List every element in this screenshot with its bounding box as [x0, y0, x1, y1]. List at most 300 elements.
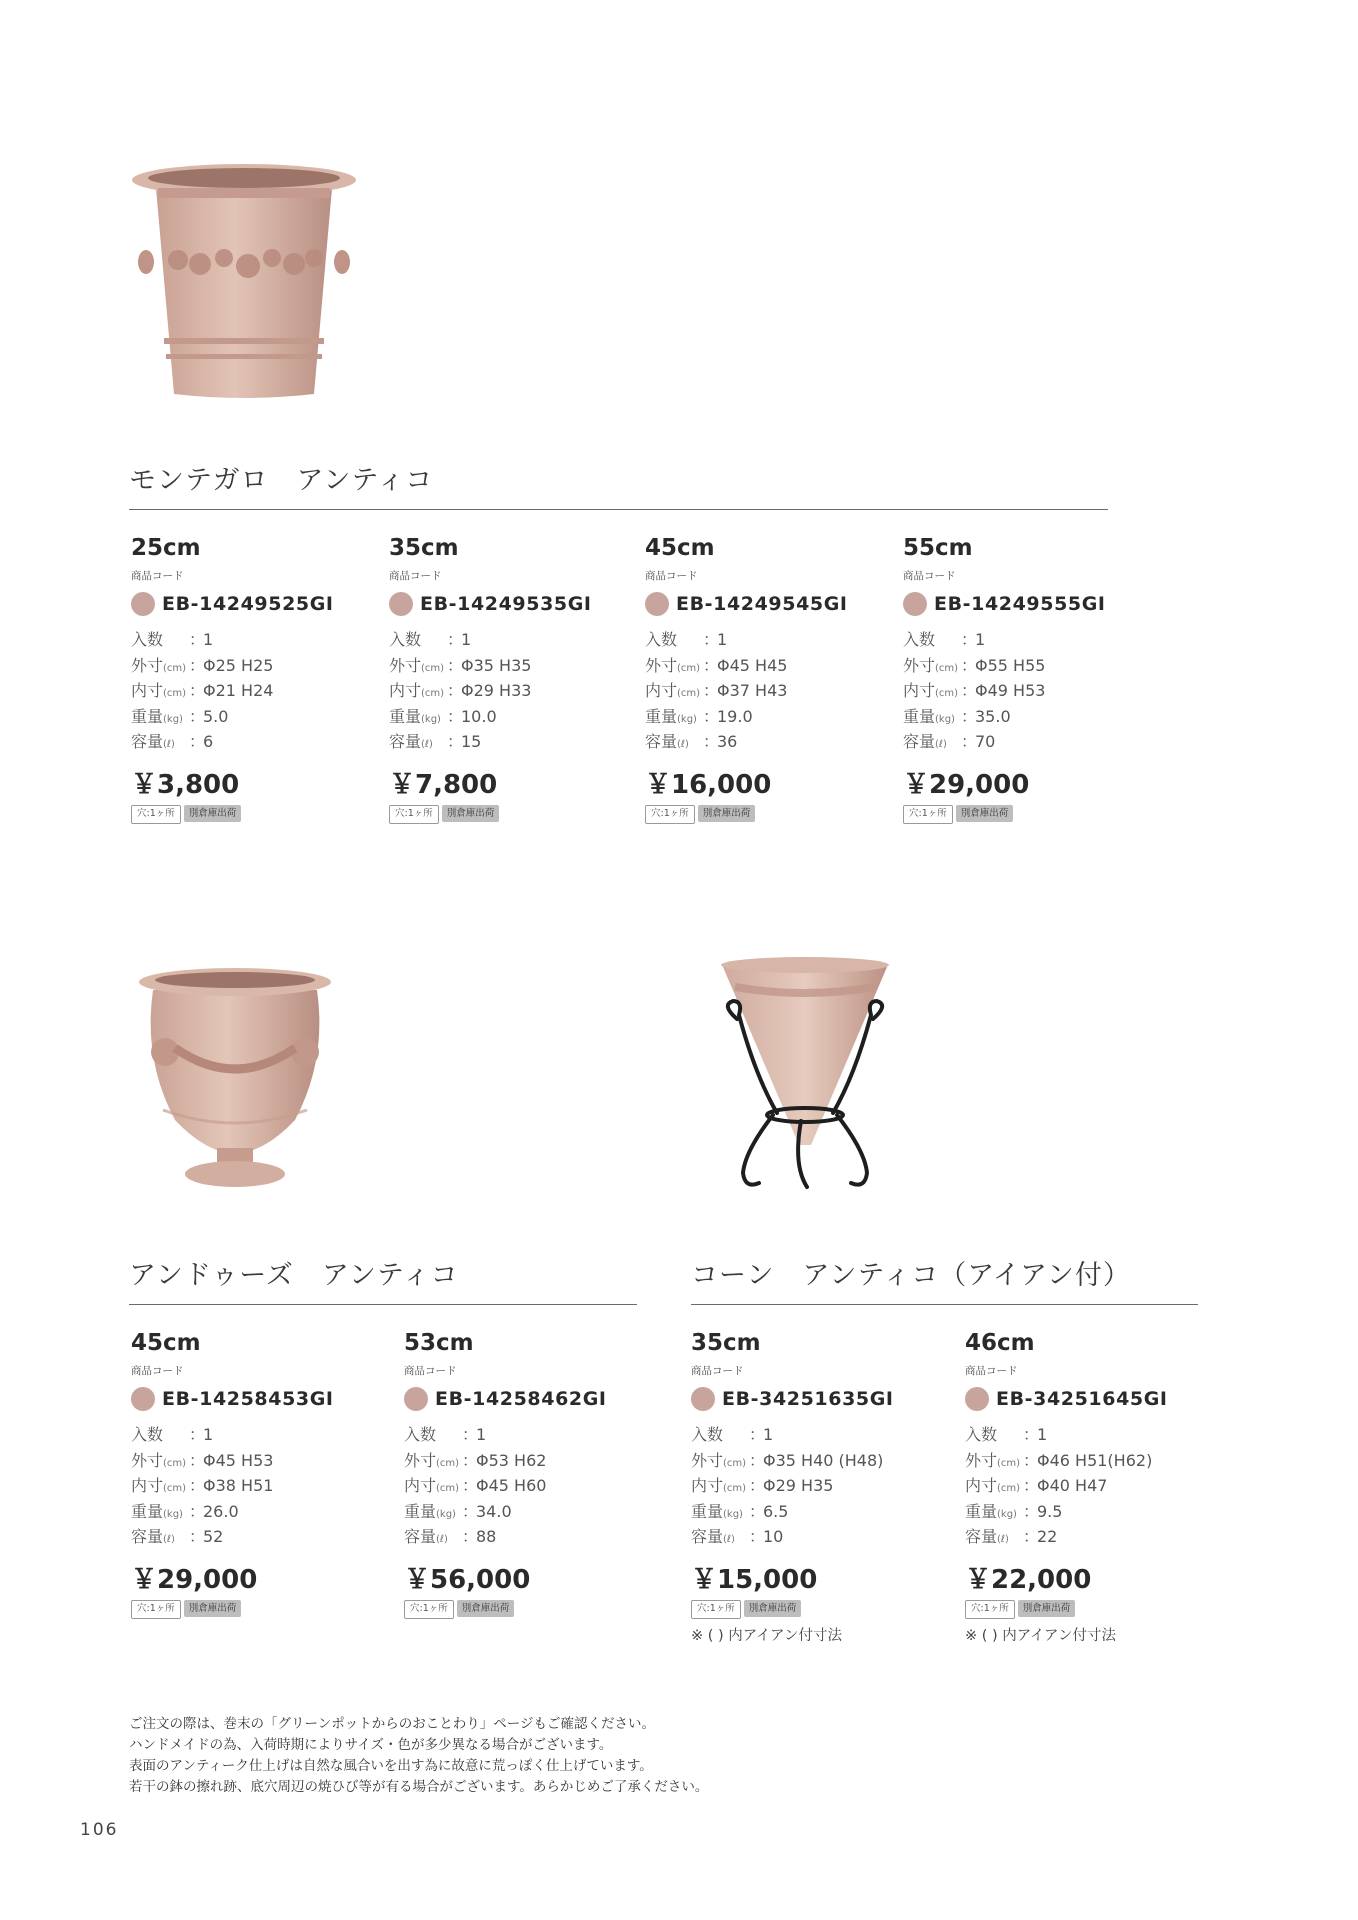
spec-row	[645, 704, 885, 730]
color-swatch-icon	[903, 592, 927, 616]
product-variant	[404, 1328, 644, 1620]
spec-value: Φ37 H43	[717, 681, 788, 700]
spec-row	[903, 704, 1143, 730]
spec-label	[965, 1448, 1023, 1474]
spec-separator: ：	[189, 681, 206, 700]
product-code-row	[965, 1384, 1205, 1414]
spec-value: 35.0	[975, 706, 1011, 726]
product-code: EB-14249555GI	[934, 593, 1106, 615]
spec-name: 容量	[691, 1527, 724, 1546]
spec-row	[691, 1473, 931, 1499]
product-variant	[645, 533, 885, 825]
spec-row	[131, 653, 371, 679]
spec-unit: (ℓ)	[935, 739, 947, 750]
color-swatch-icon	[691, 1387, 715, 1411]
spec-name: 容量	[131, 732, 164, 751]
product-code-label: 商品コード	[691, 1365, 744, 1377]
page-number: 106	[80, 1820, 119, 1840]
spec-unit: (cm)	[436, 1457, 460, 1469]
spec-separator: ：	[703, 630, 720, 649]
hole-count-badge: 穴:1ヶ所	[645, 805, 695, 824]
spec-list	[404, 1422, 644, 1550]
spec-row	[903, 627, 1143, 653]
price: ￥16,000	[645, 769, 772, 800]
spec-row	[903, 678, 1143, 704]
spec-row	[691, 1499, 931, 1525]
spec-label	[131, 627, 189, 653]
dimension-note: ※ ( ) 内アイアン付寸法	[691, 1627, 842, 1644]
spec-row	[389, 627, 629, 653]
spec-unit: (cm)	[723, 1483, 747, 1494]
price: ￥29,000	[131, 1564, 258, 1595]
spec-value: Φ29 H33	[461, 681, 532, 700]
spec-name: 重量	[965, 1501, 998, 1521]
spec-name: 重量	[131, 706, 164, 726]
spec-unit: (cm)	[421, 688, 445, 699]
separate-warehouse-badge: 別倉庫出荷	[1018, 1600, 1076, 1617]
spec-separator: ：	[462, 1476, 479, 1495]
spec-separator: ：	[462, 1501, 479, 1521]
spec-separator: ：	[703, 732, 720, 751]
spec-separator: ：	[1023, 1476, 1040, 1495]
hole-count-badge: 穴:1ヶ所	[404, 1600, 454, 1619]
tag-row	[404, 1600, 644, 1620]
footer-note: ご注文の際は、巻末の「グリーンポットからのおことわり」ページもご確認ください。	[129, 1716, 655, 1732]
series-rule-cone	[691, 1304, 1198, 1305]
price: ￥15,000	[691, 1564, 818, 1595]
product-code-row	[131, 589, 371, 619]
spec-list	[645, 627, 885, 755]
spec-label	[691, 1499, 749, 1525]
size-label: 55cm	[903, 535, 973, 561]
spec-list	[389, 627, 629, 755]
spec-row	[691, 1422, 931, 1448]
price: ￥56,000	[404, 1564, 531, 1595]
spec-label	[645, 704, 703, 730]
spec-label	[903, 678, 961, 704]
spec-label	[389, 678, 447, 704]
spec-name: 入数	[131, 630, 164, 649]
spec-name: 重量	[389, 706, 422, 726]
spec-row	[965, 1473, 1205, 1499]
spec-row	[131, 627, 371, 653]
spec-separator: ：	[749, 1527, 766, 1546]
spec-separator: ：	[189, 1527, 206, 1546]
spec-label	[131, 1448, 189, 1474]
spec-row	[131, 1422, 371, 1448]
spec-label	[965, 1473, 1023, 1499]
spec-value: Φ29 H35	[763, 1476, 834, 1495]
spec-value: Φ45 H60	[476, 1476, 547, 1495]
hole-count-badge: 穴:1ヶ所	[131, 1600, 181, 1619]
spec-name: 重量	[131, 1501, 164, 1521]
montegalo-pot-image	[128, 158, 360, 408]
spec-name: 内寸	[404, 1476, 437, 1495]
spec-name: 容量	[131, 1527, 164, 1546]
spec-row	[645, 653, 885, 679]
spec-value: 34.0	[476, 1501, 512, 1521]
spec-label	[645, 627, 703, 653]
price: ￥3,800	[131, 769, 240, 800]
spec-unit: (kg)	[436, 1508, 456, 1520]
spec-list	[903, 627, 1143, 755]
price: ￥29,000	[903, 769, 1030, 800]
spec-value: Φ40 H47	[1037, 1476, 1108, 1495]
tag-row	[691, 1600, 931, 1620]
spec-row	[645, 678, 885, 704]
tag-row	[131, 805, 371, 825]
hole-count-badge: 穴:1ヶ所	[965, 1600, 1015, 1619]
spec-value: Φ49 H53	[975, 681, 1046, 700]
spec-value: 52	[203, 1527, 224, 1546]
product-code: EB-14258462GI	[435, 1388, 607, 1410]
spec-row	[965, 1422, 1205, 1448]
spec-name: 入数	[131, 1425, 164, 1444]
spec-separator: ：	[447, 655, 464, 675]
spec-name: 重量	[691, 1501, 724, 1521]
spec-unit: (cm)	[677, 688, 701, 699]
spec-value: Φ38 H51	[203, 1476, 274, 1495]
spec-separator: ：	[447, 732, 464, 751]
spec-value: Φ35 H40 (H48)	[763, 1450, 884, 1470]
spec-value: Φ45 H45	[717, 655, 788, 675]
spec-name: 容量	[404, 1527, 437, 1546]
product-code-row	[691, 1384, 931, 1414]
spec-unit: (cm)	[997, 1483, 1021, 1494]
spec-value: 9.5	[1037, 1501, 1063, 1521]
product-code: EB-14249535GI	[420, 593, 592, 615]
spec-unit: (ℓ)	[421, 739, 433, 750]
spec-unit: (kg)	[421, 713, 441, 725]
footer-note: 若干の鉢の擦れ跡、底穴周辺の焼ひび等が有る場合がございます。あらかじめご了承ください。	[129, 1779, 709, 1795]
spec-separator: ：	[1023, 1501, 1040, 1521]
spec-name: 入数	[691, 1425, 724, 1444]
spec-value: 1	[717, 630, 728, 649]
separate-warehouse-badge: 別倉庫出荷	[698, 805, 756, 822]
spec-label	[965, 1524, 1023, 1550]
spec-row	[903, 653, 1143, 679]
spec-value: 26.0	[203, 1501, 239, 1521]
spec-name: 入数	[404, 1425, 437, 1444]
tag-row	[645, 805, 885, 825]
size-label: 53cm	[404, 1330, 474, 1356]
product-code-row	[903, 589, 1143, 619]
spec-label	[645, 653, 703, 679]
hole-count-badge: 穴:1ヶ所	[691, 1600, 741, 1619]
spec-label	[389, 627, 447, 653]
spec-unit: (ℓ)	[677, 739, 689, 750]
spec-value: 70	[975, 732, 996, 751]
spec-separator: ：	[447, 706, 464, 726]
series-title-cone: コーン アンティコ（アイアン付）	[691, 1260, 1131, 1291]
spec-separator: ：	[961, 732, 978, 751]
spec-row	[389, 678, 629, 704]
spec-label	[903, 704, 961, 730]
spec-row	[645, 627, 885, 653]
color-swatch-icon	[131, 592, 155, 616]
spec-list	[691, 1422, 931, 1550]
spec-name: 外寸	[404, 1450, 437, 1470]
spec-label	[131, 678, 189, 704]
spec-label	[691, 1473, 749, 1499]
spec-row	[965, 1499, 1205, 1525]
spec-unit: (kg)	[677, 713, 697, 725]
spec-separator: ：	[189, 1425, 206, 1444]
spec-row	[404, 1524, 644, 1550]
dimension-note: ※ ( ) 内アイアン付寸法	[965, 1627, 1116, 1644]
spec-row	[691, 1448, 931, 1474]
spec-unit: (cm)	[163, 662, 187, 674]
spec-list	[131, 1422, 371, 1550]
color-swatch-icon	[645, 592, 669, 616]
spec-value: 88	[476, 1527, 497, 1546]
spec-label	[389, 704, 447, 730]
separate-warehouse-badge: 別倉庫出荷	[442, 805, 500, 822]
product-code: EB-14249525GI	[162, 593, 334, 615]
spec-separator: ：	[462, 1450, 479, 1470]
spec-separator: ：	[447, 630, 464, 649]
spec-label	[131, 653, 189, 679]
spec-row	[131, 1473, 371, 1499]
spec-separator: ：	[749, 1425, 766, 1444]
product-code-label: 商品コード	[645, 570, 698, 582]
color-swatch-icon	[404, 1387, 428, 1411]
product-code: EB-14249545GI	[676, 593, 848, 615]
spec-name: 入数	[965, 1425, 998, 1444]
spec-label	[131, 729, 189, 755]
spec-row	[131, 1499, 371, 1525]
spec-label	[404, 1473, 462, 1499]
product-variant	[131, 533, 371, 825]
spec-unit: (kg)	[163, 1508, 183, 1520]
series-rule-montegalo	[129, 509, 1108, 510]
spec-name: 内寸	[131, 1476, 164, 1495]
spec-row	[389, 729, 629, 755]
spec-separator: ：	[189, 1476, 206, 1495]
spec-label	[965, 1422, 1023, 1448]
spec-unit: (kg)	[997, 1508, 1017, 1520]
spec-label	[404, 1499, 462, 1525]
spec-separator: ：	[189, 706, 206, 726]
product-code: EB-14258453GI	[162, 1388, 334, 1410]
spec-row	[965, 1448, 1205, 1474]
spec-row	[404, 1499, 644, 1525]
spec-value: 1	[203, 630, 214, 649]
size-label: 35cm	[691, 1330, 761, 1356]
spec-label	[404, 1448, 462, 1474]
spec-unit: (ℓ)	[723, 1534, 735, 1545]
cone-pot-iron-stand-image	[715, 955, 895, 1195]
spec-separator: ：	[1023, 1425, 1040, 1444]
spec-row	[691, 1524, 931, 1550]
size-label: 45cm	[645, 535, 715, 561]
spec-separator: ：	[462, 1425, 479, 1444]
product-code-row	[131, 1384, 371, 1414]
price: ￥22,000	[965, 1564, 1092, 1595]
spec-label	[131, 1473, 189, 1499]
product-variant	[903, 533, 1143, 825]
spec-value: 10.0	[461, 706, 497, 726]
spec-value: 15	[461, 732, 482, 751]
footer-notes	[129, 1714, 708, 1798]
separate-warehouse-badge: 別倉庫出荷	[744, 1600, 802, 1617]
spec-name: 重量	[404, 1501, 437, 1521]
spec-separator: ：	[961, 706, 978, 726]
product-variant	[965, 1328, 1205, 1645]
spec-separator: ：	[703, 706, 720, 726]
spec-separator: ：	[447, 681, 464, 700]
series-rule-anduze	[129, 1304, 637, 1305]
spec-unit: (ℓ)	[163, 1534, 175, 1545]
spec-unit: (cm)	[997, 1457, 1021, 1469]
spec-unit: (ℓ)	[163, 739, 175, 750]
color-swatch-icon	[965, 1387, 989, 1411]
tag-row	[389, 805, 629, 825]
spec-label	[691, 1422, 749, 1448]
product-variant	[691, 1328, 931, 1645]
spec-name: 内寸	[645, 681, 678, 700]
spec-name: 入数	[645, 630, 678, 649]
product-code: EB-34251635GI	[722, 1388, 894, 1410]
size-label: 25cm	[131, 535, 201, 561]
spec-separator: ：	[703, 655, 720, 675]
spec-name: 外寸	[131, 655, 164, 675]
spec-unit: (cm)	[436, 1483, 460, 1494]
series-title-montegalo: モンテガロ アンティコ	[129, 465, 434, 496]
spec-name: 外寸	[389, 655, 422, 675]
color-swatch-icon	[389, 592, 413, 616]
separate-warehouse-badge: 別倉庫出荷	[457, 1600, 515, 1617]
spec-label	[903, 653, 961, 679]
spec-label	[131, 704, 189, 730]
product-variant	[389, 533, 629, 825]
spec-row	[131, 729, 371, 755]
spec-label	[691, 1448, 749, 1474]
spec-value: Φ45 H53	[203, 1450, 274, 1470]
size-label: 45cm	[131, 1330, 201, 1356]
spec-value: 1	[763, 1425, 774, 1444]
spec-unit: (cm)	[163, 688, 187, 699]
spec-row	[404, 1473, 644, 1499]
product-code-label: 商品コード	[389, 570, 442, 582]
spec-separator: ：	[462, 1527, 479, 1546]
spec-name: 重量	[645, 706, 678, 726]
price: ￥7,800	[389, 769, 498, 800]
spec-label	[691, 1524, 749, 1550]
spec-separator: ：	[749, 1501, 766, 1521]
spec-separator: ：	[961, 681, 978, 700]
spec-unit: (kg)	[723, 1508, 743, 1520]
tag-row	[903, 805, 1143, 825]
spec-name: 外寸	[903, 655, 936, 675]
spec-value: 10	[763, 1527, 784, 1546]
spec-row	[131, 1524, 371, 1550]
spec-value: 1	[203, 1425, 214, 1444]
product-code-row	[645, 589, 885, 619]
spec-unit: (kg)	[163, 713, 183, 725]
spec-separator: ：	[961, 655, 978, 675]
spec-separator: ：	[961, 630, 978, 649]
spec-name: 入数	[389, 630, 422, 649]
spec-row	[131, 704, 371, 730]
spec-name: 重量	[903, 706, 936, 726]
spec-unit: (cm)	[677, 662, 701, 674]
spec-label	[404, 1524, 462, 1550]
separate-warehouse-badge: 別倉庫出荷	[956, 805, 1014, 822]
tag-row	[131, 1600, 371, 1620]
hole-count-badge: 穴:1ヶ所	[389, 805, 439, 824]
spec-label	[131, 1524, 189, 1550]
spec-value: Φ21 H24	[203, 681, 274, 700]
spec-value: Φ53 H62	[476, 1450, 547, 1470]
spec-label	[389, 653, 447, 679]
spec-list	[965, 1422, 1205, 1550]
spec-unit: (cm)	[935, 662, 959, 674]
spec-row	[389, 653, 629, 679]
spec-name: 容量	[389, 732, 422, 751]
hole-count-badge: 穴:1ヶ所	[131, 805, 181, 824]
spec-value: 1	[476, 1425, 487, 1444]
spec-row	[389, 704, 629, 730]
spec-name: 容量	[965, 1527, 998, 1546]
spec-value: 22	[1037, 1527, 1058, 1546]
spec-name: 外寸	[965, 1450, 998, 1470]
spec-separator: ：	[189, 630, 206, 649]
spec-unit: (cm)	[163, 1457, 187, 1469]
spec-unit: (ℓ)	[436, 1534, 448, 1545]
spec-row	[404, 1422, 644, 1448]
spec-value: 6.5	[763, 1501, 789, 1521]
product-code-row	[404, 1384, 644, 1414]
spec-row	[131, 1448, 371, 1474]
spec-value: 1	[1037, 1425, 1048, 1444]
spec-separator: ：	[189, 732, 206, 751]
spec-row	[131, 678, 371, 704]
series-title-anduze: アンドゥーズ アンティコ	[129, 1260, 459, 1291]
spec-value: 6	[203, 732, 214, 751]
product-code-label: 商品コード	[965, 1365, 1018, 1377]
spec-name: 内寸	[903, 681, 936, 700]
spec-label	[404, 1422, 462, 1448]
spec-name: 外寸	[691, 1450, 724, 1470]
spec-label	[903, 627, 961, 653]
tag-row	[965, 1600, 1205, 1620]
product-code-label: 商品コード	[131, 1365, 184, 1377]
footer-note: ハンドメイドの為、入荷時期によりサイズ・色が多少異なる場合がございます。	[129, 1737, 613, 1753]
spec-separator: ：	[189, 1450, 206, 1470]
spec-value: Φ46 H51(H62)	[1037, 1450, 1153, 1470]
spec-row	[404, 1448, 644, 1474]
spec-name: 入数	[903, 630, 936, 649]
spec-name: 外寸	[131, 1450, 164, 1470]
spec-value: Φ55 H55	[975, 655, 1046, 675]
spec-name: 容量	[903, 732, 936, 751]
size-label: 35cm	[389, 535, 459, 561]
spec-row	[645, 729, 885, 755]
spec-label	[131, 1422, 189, 1448]
spec-label	[389, 729, 447, 755]
spec-value: 5.0	[203, 706, 229, 726]
spec-unit: (cm)	[935, 688, 959, 699]
spec-value: 36	[717, 732, 738, 751]
spec-label	[903, 729, 961, 755]
spec-value: 1	[975, 630, 986, 649]
spec-unit: (cm)	[723, 1457, 747, 1469]
size-label: 46cm	[965, 1330, 1035, 1356]
separate-warehouse-badge: 別倉庫出荷	[184, 805, 242, 822]
spec-value: Φ25 H25	[203, 655, 274, 675]
color-swatch-icon	[131, 1387, 155, 1411]
